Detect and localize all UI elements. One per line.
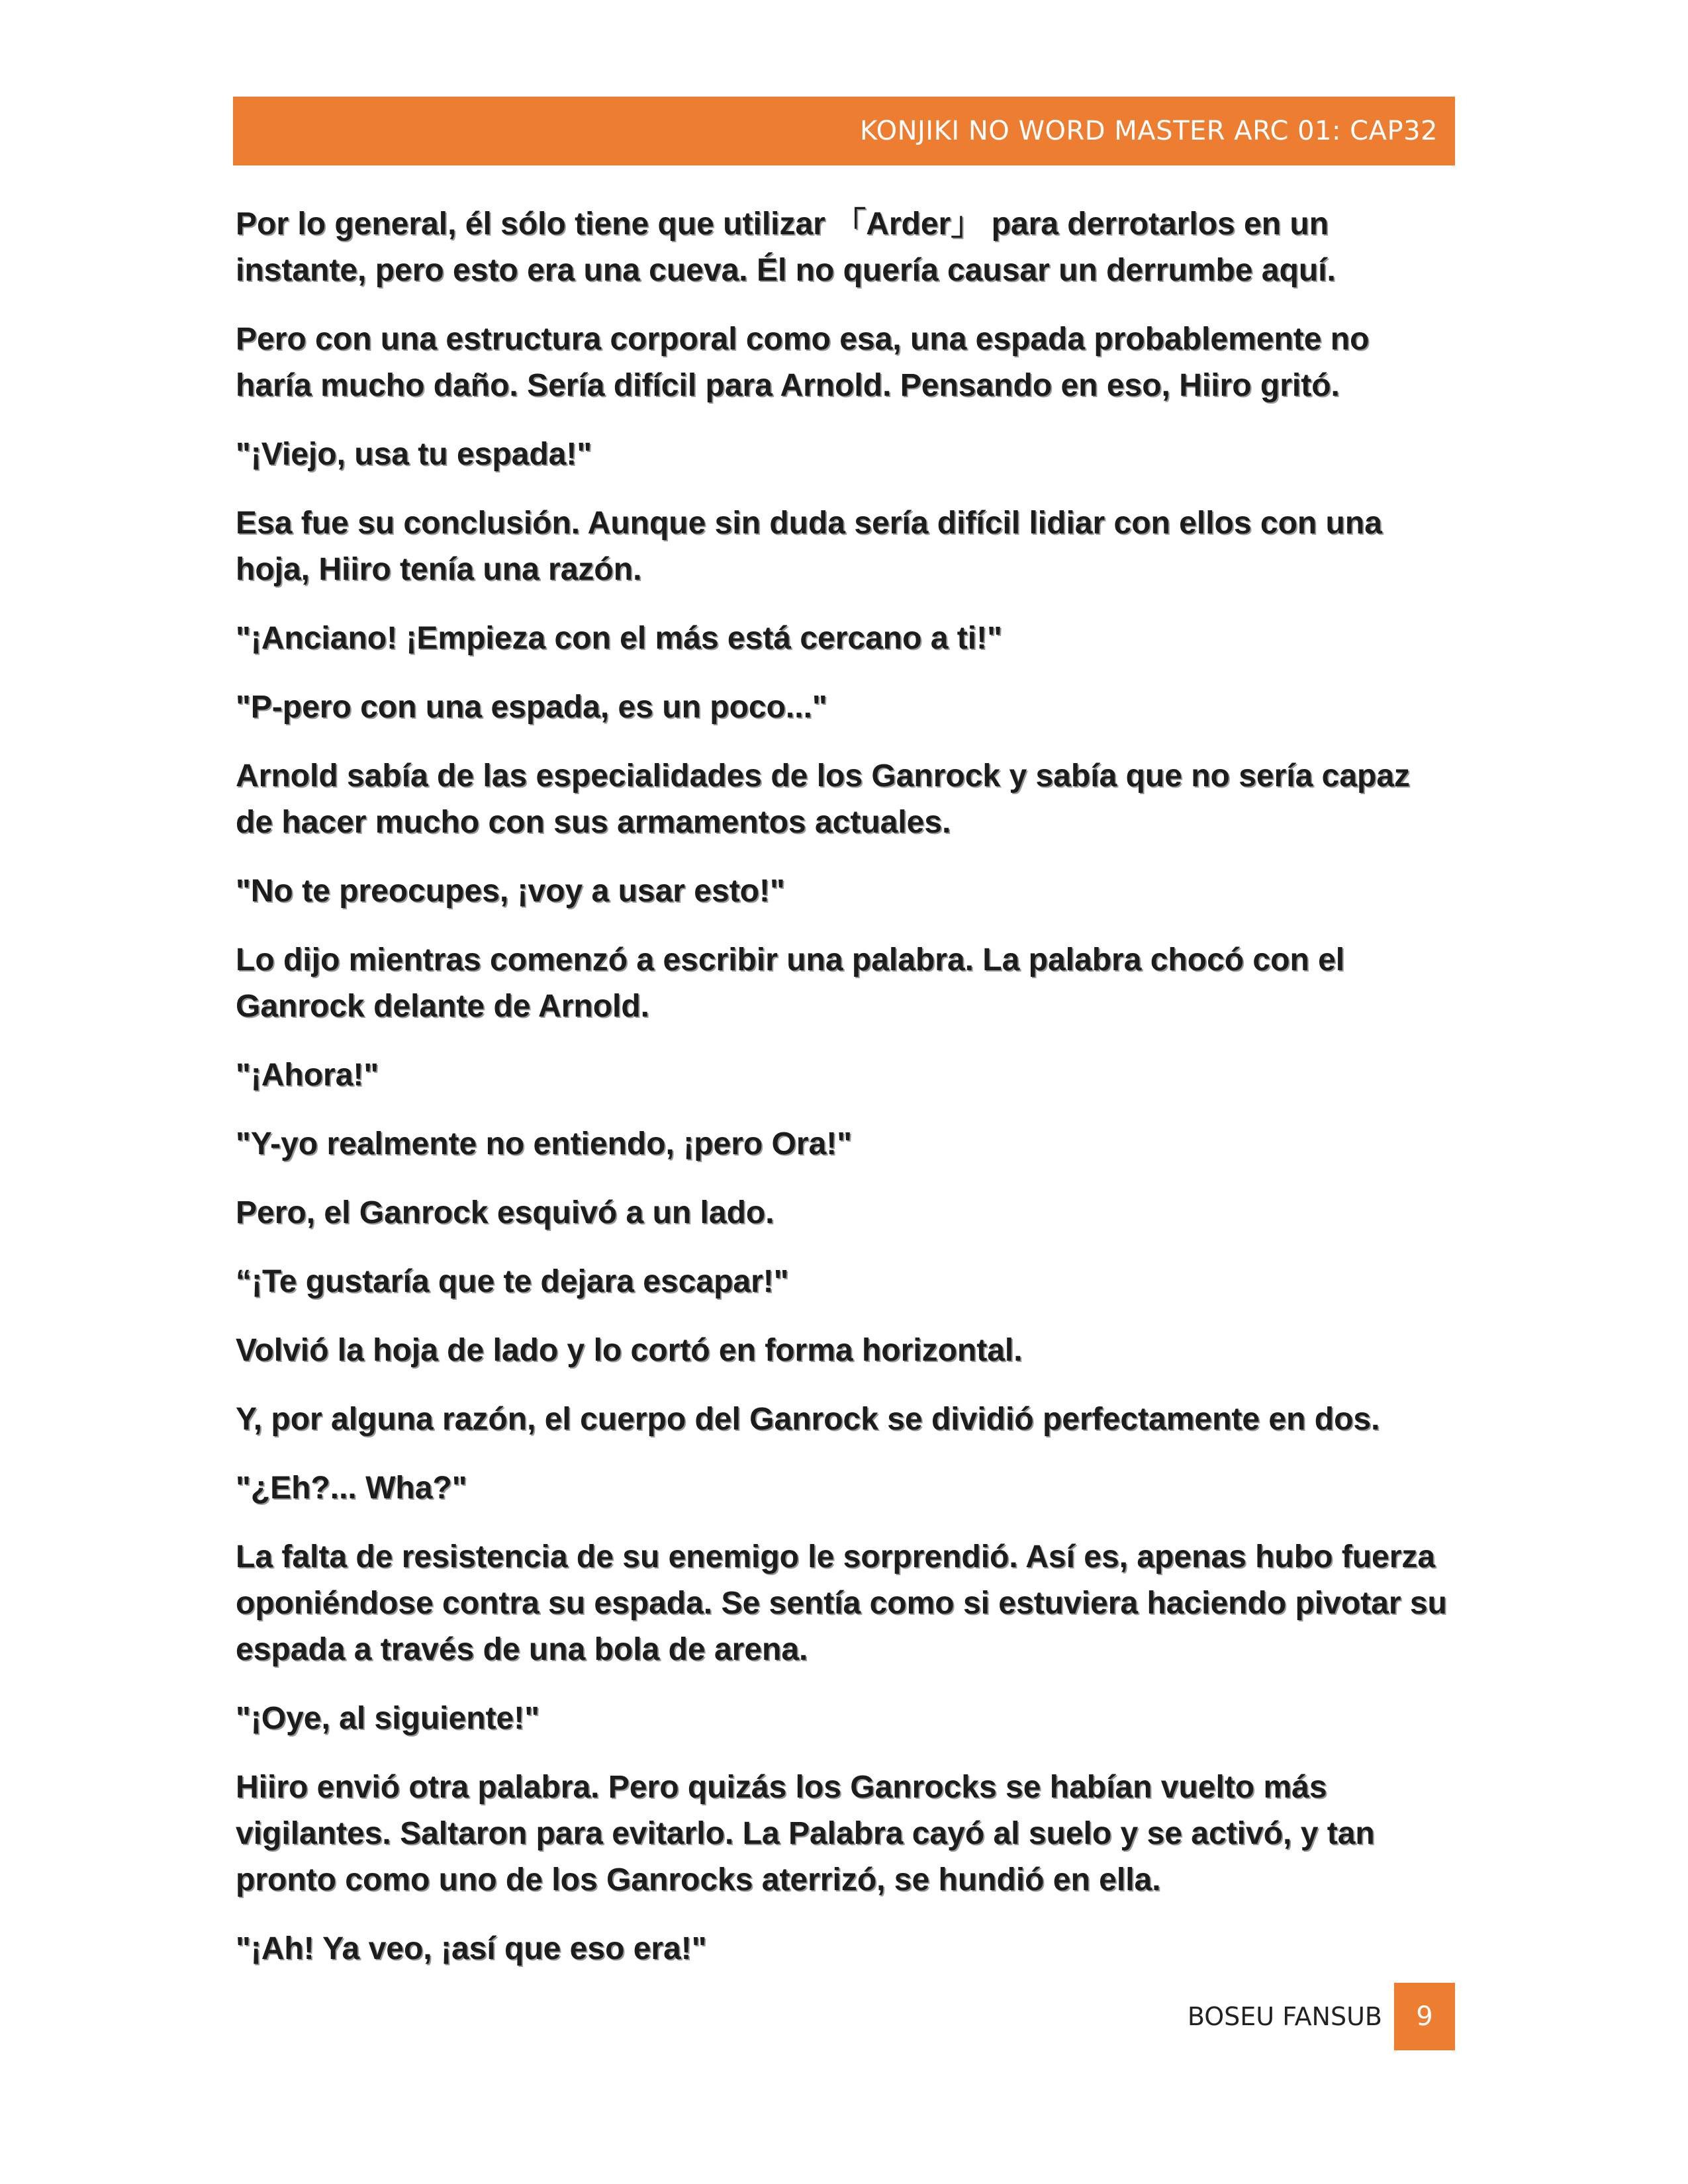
paragraph: Hiiro envió otra palabra. Pero quizás los Ganrocks se habían vuelto más vigilantes. Saltaron para evitarlo. La Palabra cayó al suelo y se activó, y tan pronto como uno de los Ganrocks aterrizó, se hundió en ella. [236, 1770, 1375, 1897]
page-number: 9 [1416, 2001, 1433, 2032]
paragraph: Lo dijo mientras comenzó a escribir una palabra. La palabra chocó con el Ganrock delante de Arnold. [236, 942, 1345, 1024]
footer-group-name: BOSEU FANSUB [1187, 2002, 1382, 2031]
paragraph: "¡Ah! Ya veo, ¡así que eso era!" [236, 1931, 707, 1966]
header-title: KONJIKI NO WORD MASTER ARC 01: CAP32 [860, 116, 1438, 146]
paragraph: "¡Ahora!" [236, 1058, 379, 1093]
paragraph: Volvió la hoja de lado y lo cortó en forma horizontal. [236, 1333, 1023, 1368]
paragraph: "¡Oye, al siguiente!" [236, 1701, 539, 1736]
page-footer [1125, 1983, 1455, 2050]
paragraph: La falta de resistencia de su enemigo le sorprendió. Así es, apenas hubo fuerza oponiéndose contra su espada. Se sentía como si estuviera haciendo pivotar su espada a través de una bola de arena. [236, 1539, 1447, 1667]
paragraph: "Y-yo realmente no entiendo, ¡pero Ora!" [236, 1126, 853, 1161]
paragraph: Pero, el Ganrock esquivó a un lado. [236, 1195, 774, 1230]
paragraph: "¡Viejo, usa tu espada!" [236, 437, 592, 472]
paragraph: "¿Eh?... Wha?" [236, 1471, 467, 1506]
paragraph: "¡Anciano! ¡Empieza con el más está cercano a ti!" [236, 621, 1002, 656]
paragraph: "P-pero con una espada, es un poco..." [236, 690, 827, 725]
page-number-badge [1394, 1983, 1455, 2050]
paragraph: Por lo general, él sólo tiene que utilizar 「Arder」 para derrotarlos en un instante, pero esto era una cueva. Él no quería causar un derrumbe aquí. [236, 206, 1336, 288]
page-body [236, 201, 1454, 1995]
paragraph: Y, por alguna razón, el cuerpo del Ganrock se dividió perfectamente en dos. [236, 1402, 1380, 1437]
paragraph: Arnold sabía de las especialidades de los Ganrock y sabía que no sería capaz de hacer mucho con sus armamentos actuales. [236, 758, 1411, 840]
page-header [233, 97, 1455, 165]
paragraph: Esa fue su conclusión. Aunque sin duda sería difícil lidiar con ellos con una hoja, Hiiro tenía una razón. [236, 506, 1382, 587]
paragraph: Pero con una estructura corporal como esa, una espada probablemente no haría mucho daño. Sería difícil para Arnold. Pensando en eso, Hiiro gritó. [236, 322, 1370, 403]
paragraph: “¡Te gustaría que te dejara escapar!" [236, 1264, 789, 1299]
paragraph: "No te preocupes, ¡voy a usar esto!" [236, 874, 785, 909]
